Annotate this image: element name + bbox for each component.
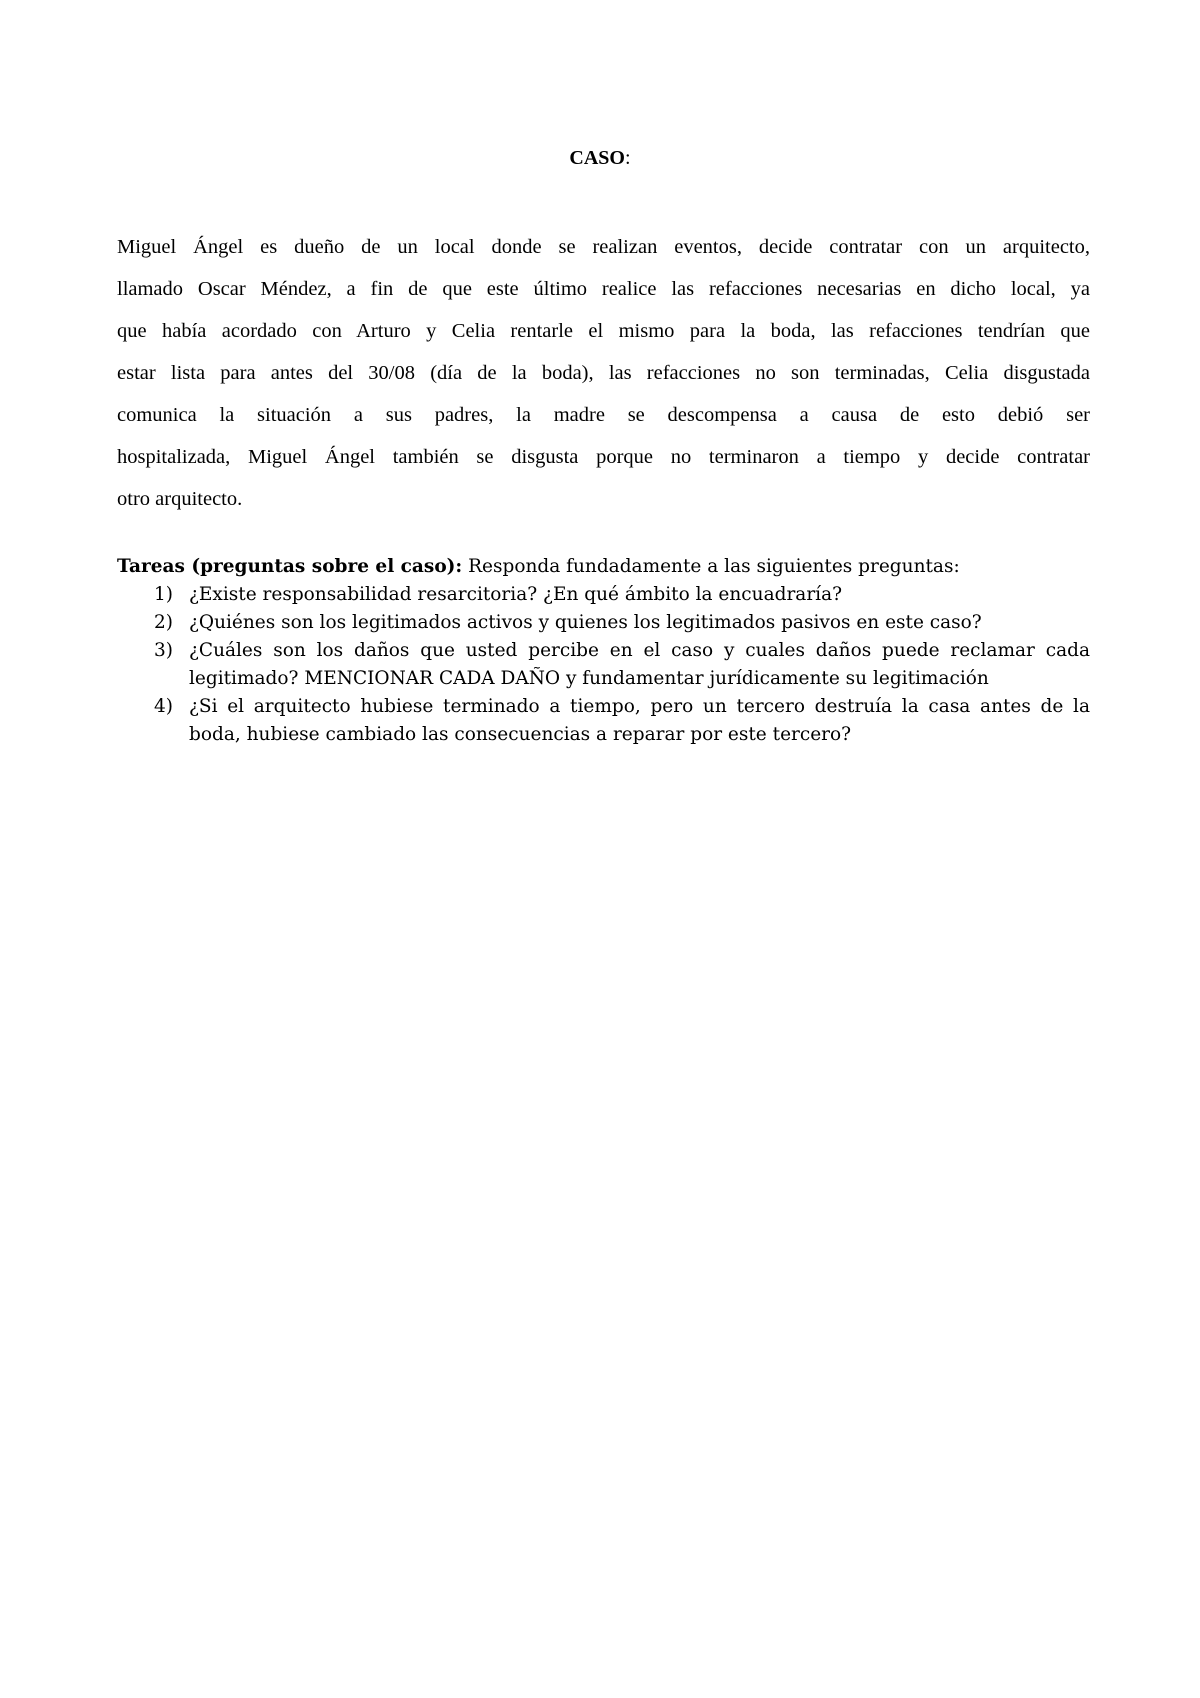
question-item bbox=[117, 693, 1090, 749]
case-line: otro arquitecto. bbox=[117, 488, 243, 510]
question-number: 2) bbox=[154, 612, 173, 633]
question-number: 1) bbox=[154, 584, 173, 605]
question-item bbox=[117, 609, 1090, 637]
question-line: ¿Si el arquitecto hubiese terminado a tiempo, pero un tercero destruía la casa antes de la bbox=[189, 696, 1090, 717]
question-line: ¿Quiénes son los legitimados activos y quienes los legitimados pasivos en este caso? bbox=[189, 612, 982, 633]
question-line: legitimado? MENCIONAR CADA DAÑO y fundamentar jurídicamente su legitimación bbox=[189, 668, 989, 689]
tasks-label: Tareas (preguntas sobre el caso): bbox=[117, 556, 463, 577]
question-line: ¿Existe responsabilidad resarcitoria? ¿En qué ámbito la encuadraría? bbox=[189, 584, 843, 605]
title-colon: : bbox=[625, 147, 631, 169]
question-item bbox=[117, 581, 1090, 609]
tasks-section bbox=[117, 553, 1090, 749]
question-text bbox=[189, 581, 1090, 609]
document-title bbox=[0, 146, 1200, 170]
case-line: comunica la situación a sus padres, la madre se descompensa a causa de esto debió ser bbox=[117, 404, 1090, 426]
question-text bbox=[189, 693, 1090, 749]
question-item bbox=[117, 637, 1090, 693]
case-paragraph bbox=[117, 226, 1090, 520]
question-list bbox=[117, 581, 1090, 749]
case-line: Miguel Ángel es dueño de un local donde se realizan eventos, decide contratar con un arquitecto, bbox=[117, 236, 1090, 258]
tasks-intro bbox=[117, 553, 1090, 581]
tasks-instruction: Responda fundadamente a las siguientes preguntas: bbox=[462, 556, 960, 577]
question-line: ¿Cuáles son los daños que usted percibe en el caso y cuales daños puede reclamar cada bbox=[189, 640, 1090, 661]
question-number: 3) bbox=[154, 640, 173, 661]
question-text bbox=[189, 637, 1090, 693]
question-text bbox=[189, 609, 1090, 637]
title-text: CASO bbox=[569, 147, 625, 169]
case-line: hospitalizada, Miguel Ángel también se disgusta porque no terminaron a tiempo y decide contratar bbox=[117, 446, 1090, 468]
case-line: que había acordado con Arturo y Celia rentarle el mismo para la boda, las refacciones tendrían que bbox=[117, 320, 1090, 342]
case-line: estar lista para antes del 30/08 (día de la boda), las refacciones no son terminadas, Celia disgustada bbox=[117, 362, 1090, 384]
case-line: llamado Oscar Méndez, a fin de que este último realice las refacciones necesarias en dicho local, ya bbox=[117, 278, 1090, 300]
question-number: 4) bbox=[154, 696, 173, 717]
question-line: boda, hubiese cambiado las consecuencias a reparar por este tercero? bbox=[189, 724, 852, 745]
